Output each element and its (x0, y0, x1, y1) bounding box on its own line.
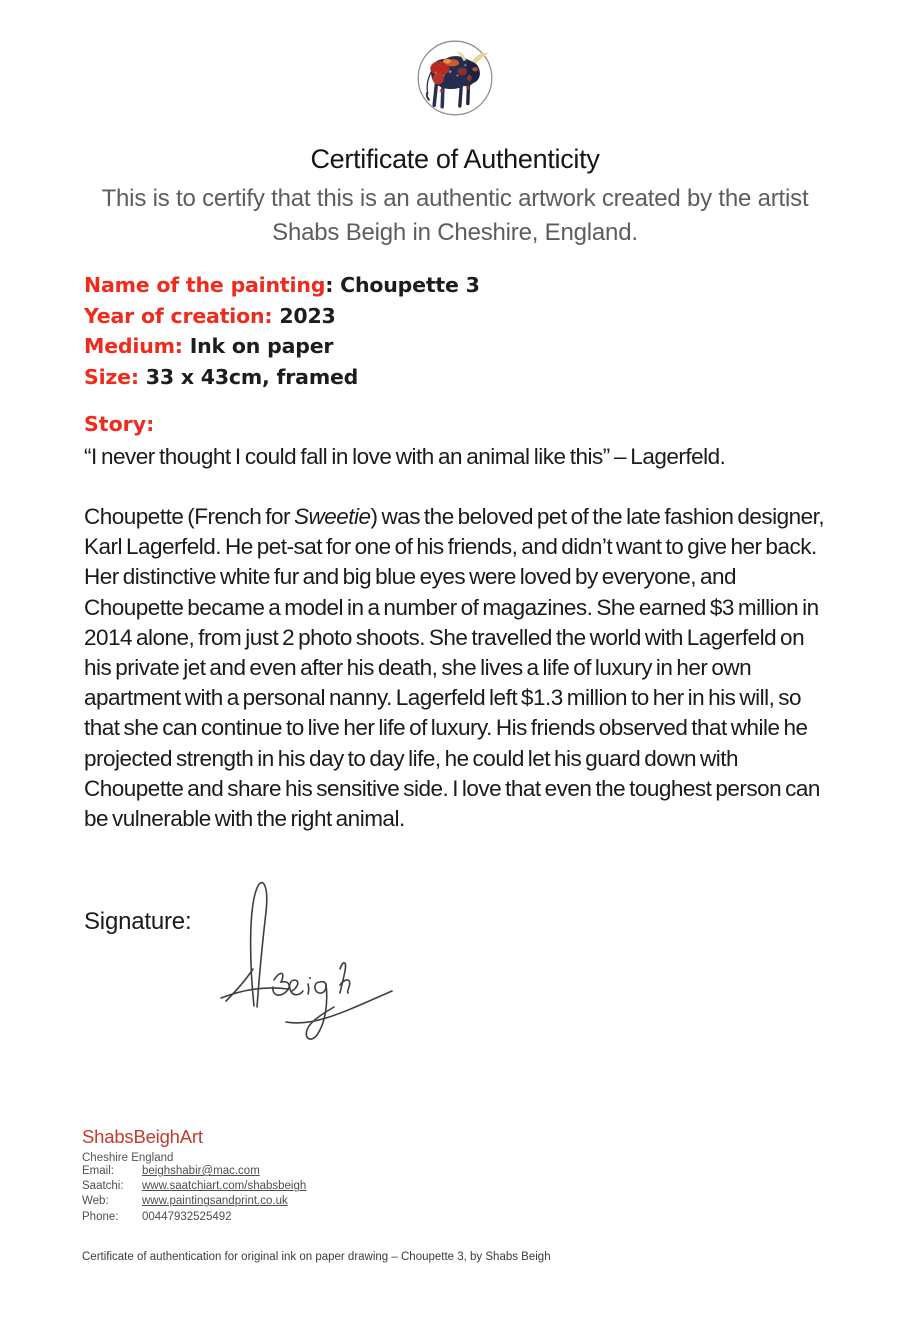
contact-label-web: Web: (82, 1195, 109, 1208)
detail-label: Medium: (84, 334, 183, 359)
detail-label: Size: (84, 364, 139, 389)
contact-row-web (82, 1194, 306, 1209)
footer-contact-block (82, 1126, 306, 1225)
detail-row-size (84, 362, 480, 393)
contact-row-email (82, 1164, 306, 1179)
bull-logo-icon (415, 38, 495, 118)
brand-name: ShabsBeighArt (82, 1126, 203, 1147)
detail-row-medium (84, 331, 480, 362)
detail-row-name (84, 270, 480, 301)
phone-number: 00447932525492 (142, 1210, 232, 1223)
certificate-subtitle (0, 182, 910, 250)
detail-label: Year of creation: (84, 303, 273, 328)
contact-label-phone: Phone: (82, 1210, 119, 1223)
subtitle-line-2: Shabs Beigh in Cheshire, England. (272, 219, 638, 246)
contact-label-saatchi: Saatchi: (82, 1180, 124, 1193)
story-quote: “I never thought I could fall in love with an animal like this” – Lagerfeld. (84, 444, 726, 469)
detail-value: 33 x 43cm, framed (138, 364, 359, 389)
certificate-footnote: Certificate of authentication for original ink on paper drawing – Choupette 3, by Shabs Beigh (82, 1251, 551, 1263)
certificate-title: Certificate of Authenticity (310, 144, 600, 174)
contact-label-email: Email: (82, 1165, 114, 1177)
painting-details (84, 270, 480, 392)
detail-value: 2023 (272, 303, 336, 328)
story-paragraph (84, 502, 829, 834)
signature-label: Signature: (84, 908, 192, 935)
signature-scribble (214, 874, 399, 1069)
contact-row-saatchi (82, 1179, 306, 1194)
detail-row-year (84, 301, 480, 332)
web-link[interactable]: www.paintingsandprint.co.uk (142, 1195, 288, 1208)
story-text-start: Choupette (French for (84, 504, 294, 529)
brand-location: Cheshire England (82, 1152, 174, 1164)
subtitle-line-1: This is to certify that this is an authentic artwork created by the artist (101, 185, 809, 212)
saatchi-link[interactable]: www.saatchiart.com/shabsbeigh (142, 1180, 307, 1193)
story-heading: Story: (84, 412, 155, 436)
contact-row-phone (82, 1210, 306, 1225)
story-text-italic: Sweetie (293, 504, 371, 529)
detail-value: Ink on paper (182, 334, 334, 359)
detail-value: : Choupette 3 (325, 273, 480, 297)
story-text-rest: ) was the beloved pet of the late fashion designer, Karl Lagerfeld. He pet-sat for one of his friends, and didn’t want to give her back. Her distinctive white fur and big blue eyes were loved by everyone, and Choupette became a model in a number of magazines. She earned $3 million in 2014 alone, from just 2 photo shoots. She travelled the world with Lagerfeld on his private jet and even after his death, she lives a life of luxury in her own apartment with a personal nanny. Lagerfeld left $1.3 million to her in his will, so that she can continue to live her life of luxury. His friends observed that while he projected strength in his day to day life, he could let his guard down with Choupette and share his sensitive side. I love that even the toughest person can be vulnerable with the right animal. (84, 504, 825, 832)
email-link[interactable]: beighshabir@mac.com (142, 1165, 260, 1177)
detail-label: Name of the painting (84, 273, 326, 297)
